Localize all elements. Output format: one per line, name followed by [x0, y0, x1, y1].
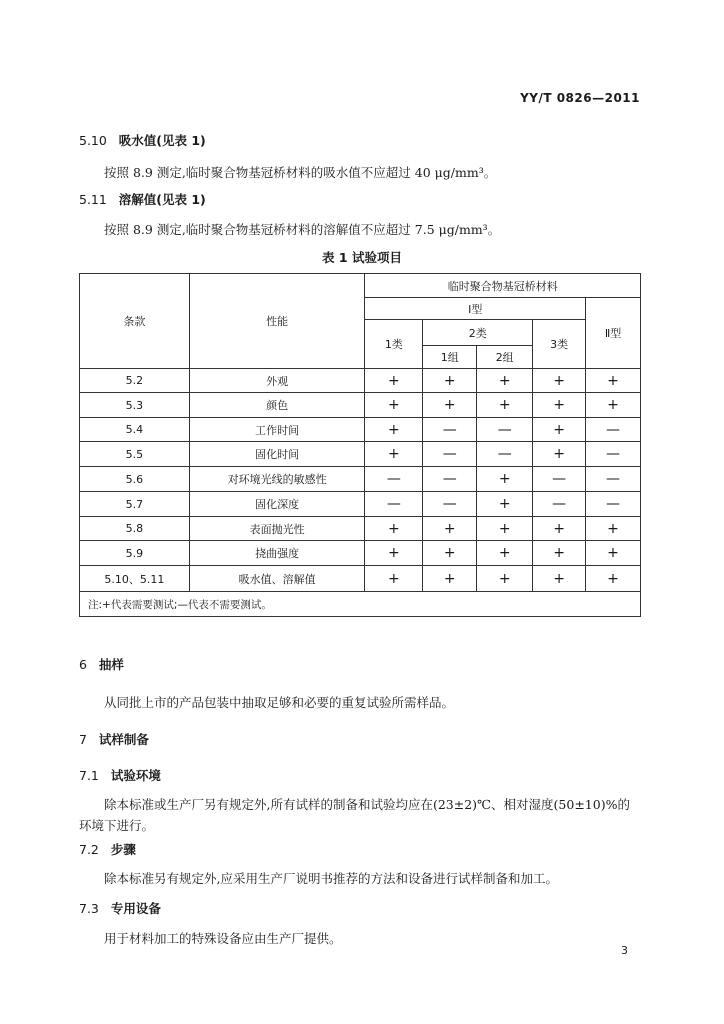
- header-clause: 条款: [80, 274, 190, 369]
- row-clause: 5.4: [80, 418, 190, 442]
- row-mark: +: [533, 566, 586, 592]
- header-type-1: Ⅰ型: [365, 298, 586, 320]
- row-mark: —: [423, 442, 477, 467]
- row-property: 对环境光线的敏感性: [189, 467, 365, 492]
- row-mark: +: [533, 418, 586, 442]
- section-number: 7.1: [79, 768, 99, 783]
- row-clause: 5.2: [80, 369, 190, 393]
- row-mark: +: [423, 541, 477, 566]
- row-mark: —: [365, 467, 423, 492]
- row-mark: —: [533, 492, 586, 517]
- row-mark: +: [365, 369, 423, 393]
- row-mark: +: [477, 393, 533, 418]
- table-note: 注:+代表需要测试;—代表不需要测试。: [80, 592, 641, 617]
- header-material: 临时聚合物基冠桥材料: [365, 274, 641, 298]
- table-row: [80, 566, 641, 592]
- row-mark: +: [477, 369, 533, 393]
- row-mark: +: [365, 393, 423, 418]
- row-mark: —: [586, 442, 641, 467]
- section-5-10-heading: [79, 131, 206, 149]
- table-row: [80, 492, 641, 517]
- row-mark: —: [365, 492, 423, 517]
- row-mark: +: [533, 541, 586, 566]
- row-property: 工作时间: [189, 418, 365, 442]
- row-mark: +: [477, 492, 533, 517]
- row-clause: 5.10、5.11: [80, 566, 190, 592]
- section-7-1-text-line-1: 除本标准或生产厂另有规定外,所有试样的制备和试验均应在(23±2)℃、相对湿度(50±10)%的: [104, 797, 630, 812]
- row-mark: +: [477, 541, 533, 566]
- header-class-1: 1类: [365, 320, 423, 369]
- row-clause: 5.7: [80, 492, 190, 517]
- row-clause: 5.6: [80, 467, 190, 492]
- row-mark: +: [423, 393, 477, 418]
- header-class-3: 3类: [533, 320, 586, 369]
- row-mark: +: [423, 369, 477, 393]
- row-mark: —: [423, 467, 477, 492]
- row-mark: +: [477, 467, 533, 492]
- row-property: 颜色: [189, 393, 365, 418]
- row-mark: +: [533, 393, 586, 418]
- section-title: 步骤: [110, 842, 136, 857]
- row-mark: +: [533, 369, 586, 393]
- row-mark: +: [586, 541, 641, 566]
- row-mark: +: [477, 566, 533, 592]
- section-title: 吸水值(见表 1): [118, 133, 206, 148]
- table-row: [80, 418, 641, 442]
- test-items-table: [79, 273, 641, 617]
- section-5-11-heading: [79, 190, 206, 208]
- row-mark: +: [533, 517, 586, 541]
- header-group-2: 2组: [477, 346, 533, 369]
- row-mark: —: [423, 418, 477, 442]
- section-7-2-text: 除本标准另有规定外,应采用生产厂说明书推荐的方法和设备进行试样制备和加工。: [104, 871, 558, 886]
- row-mark: +: [365, 517, 423, 541]
- section-7-2-heading: [79, 840, 136, 858]
- section-6-text: 从同批上市的产品包装中抽取足够和必要的重复试验所需样品。: [104, 695, 455, 710]
- table-row: [80, 467, 641, 492]
- row-property: 挠曲强度: [189, 541, 365, 566]
- table-row: [80, 517, 641, 541]
- table-caption: 表 1 试验项目: [322, 250, 402, 265]
- header-group-1: 1组: [423, 346, 477, 369]
- row-clause: 5.8: [80, 517, 190, 541]
- section-6-heading: [79, 655, 124, 673]
- section-number: 7: [79, 732, 87, 747]
- standard-code: YY/T 0826—2011: [520, 91, 640, 105]
- row-mark: +: [586, 517, 641, 541]
- section-7-heading: [79, 730, 149, 748]
- section-number: 7.3: [79, 901, 99, 916]
- row-mark: +: [365, 442, 423, 467]
- row-clause: 5.9: [80, 541, 190, 566]
- section-5-10-text: 按照 8.9 测定,临时聚合物基冠桥材料的吸水值不应超过 40 μg/mm³。: [104, 165, 497, 180]
- row-mark: —: [423, 492, 477, 517]
- row-property: 固化时间: [189, 442, 365, 467]
- section-number: 6: [79, 657, 87, 672]
- table-row: [80, 369, 641, 393]
- table-row: [80, 541, 641, 566]
- section-7-1-heading: [79, 766, 161, 784]
- row-mark: +: [365, 418, 423, 442]
- row-mark: +: [423, 566, 477, 592]
- row-property: 外观: [189, 369, 365, 393]
- section-number: 7.2: [79, 842, 99, 857]
- header-class-2: 2类: [423, 320, 533, 346]
- section-number: 5.10: [79, 133, 107, 148]
- page-number: 3: [621, 944, 628, 957]
- header-property: 性能: [189, 274, 365, 369]
- row-clause: 5.3: [80, 393, 190, 418]
- row-mark: +: [365, 541, 423, 566]
- section-title: 试样制备: [98, 732, 149, 747]
- row-property: 表面抛光性: [189, 517, 365, 541]
- row-mark: —: [477, 418, 533, 442]
- table-row: [80, 393, 641, 418]
- header-type-2: Ⅱ型: [586, 298, 641, 369]
- row-clause: 5.5: [80, 442, 190, 467]
- row-mark: +: [423, 517, 477, 541]
- section-7-3-heading: [79, 899, 161, 917]
- section-5-11-text: 按照 8.9 测定,临时聚合物基冠桥材料的溶解值不应超过 7.5 μg/mm³。: [104, 222, 501, 237]
- section-title: 溶解值(见表 1): [118, 192, 206, 207]
- section-7-3-text: 用于材料加工的特殊设备应由生产厂提供。: [104, 931, 342, 946]
- section-title: 专用设备: [110, 901, 161, 916]
- row-mark: —: [586, 467, 641, 492]
- row-mark: +: [586, 369, 641, 393]
- section-title: 试验环境: [110, 768, 161, 783]
- row-mark: —: [586, 492, 641, 517]
- row-mark: +: [586, 566, 641, 592]
- section-number: 5.11: [79, 192, 107, 207]
- table-row: [80, 442, 641, 467]
- section-7-1-text-line-2: 环境下进行。: [79, 818, 155, 833]
- row-mark: —: [533, 467, 586, 492]
- row-mark: —: [477, 442, 533, 467]
- row-mark: +: [533, 442, 586, 467]
- row-mark: —: [586, 418, 641, 442]
- row-mark: +: [477, 517, 533, 541]
- section-title: 抽样: [98, 657, 124, 672]
- row-property: 吸水值、溶解值: [189, 566, 365, 592]
- row-mark: +: [586, 393, 641, 418]
- row-property: 固化深度: [189, 492, 365, 517]
- row-mark: +: [365, 566, 423, 592]
